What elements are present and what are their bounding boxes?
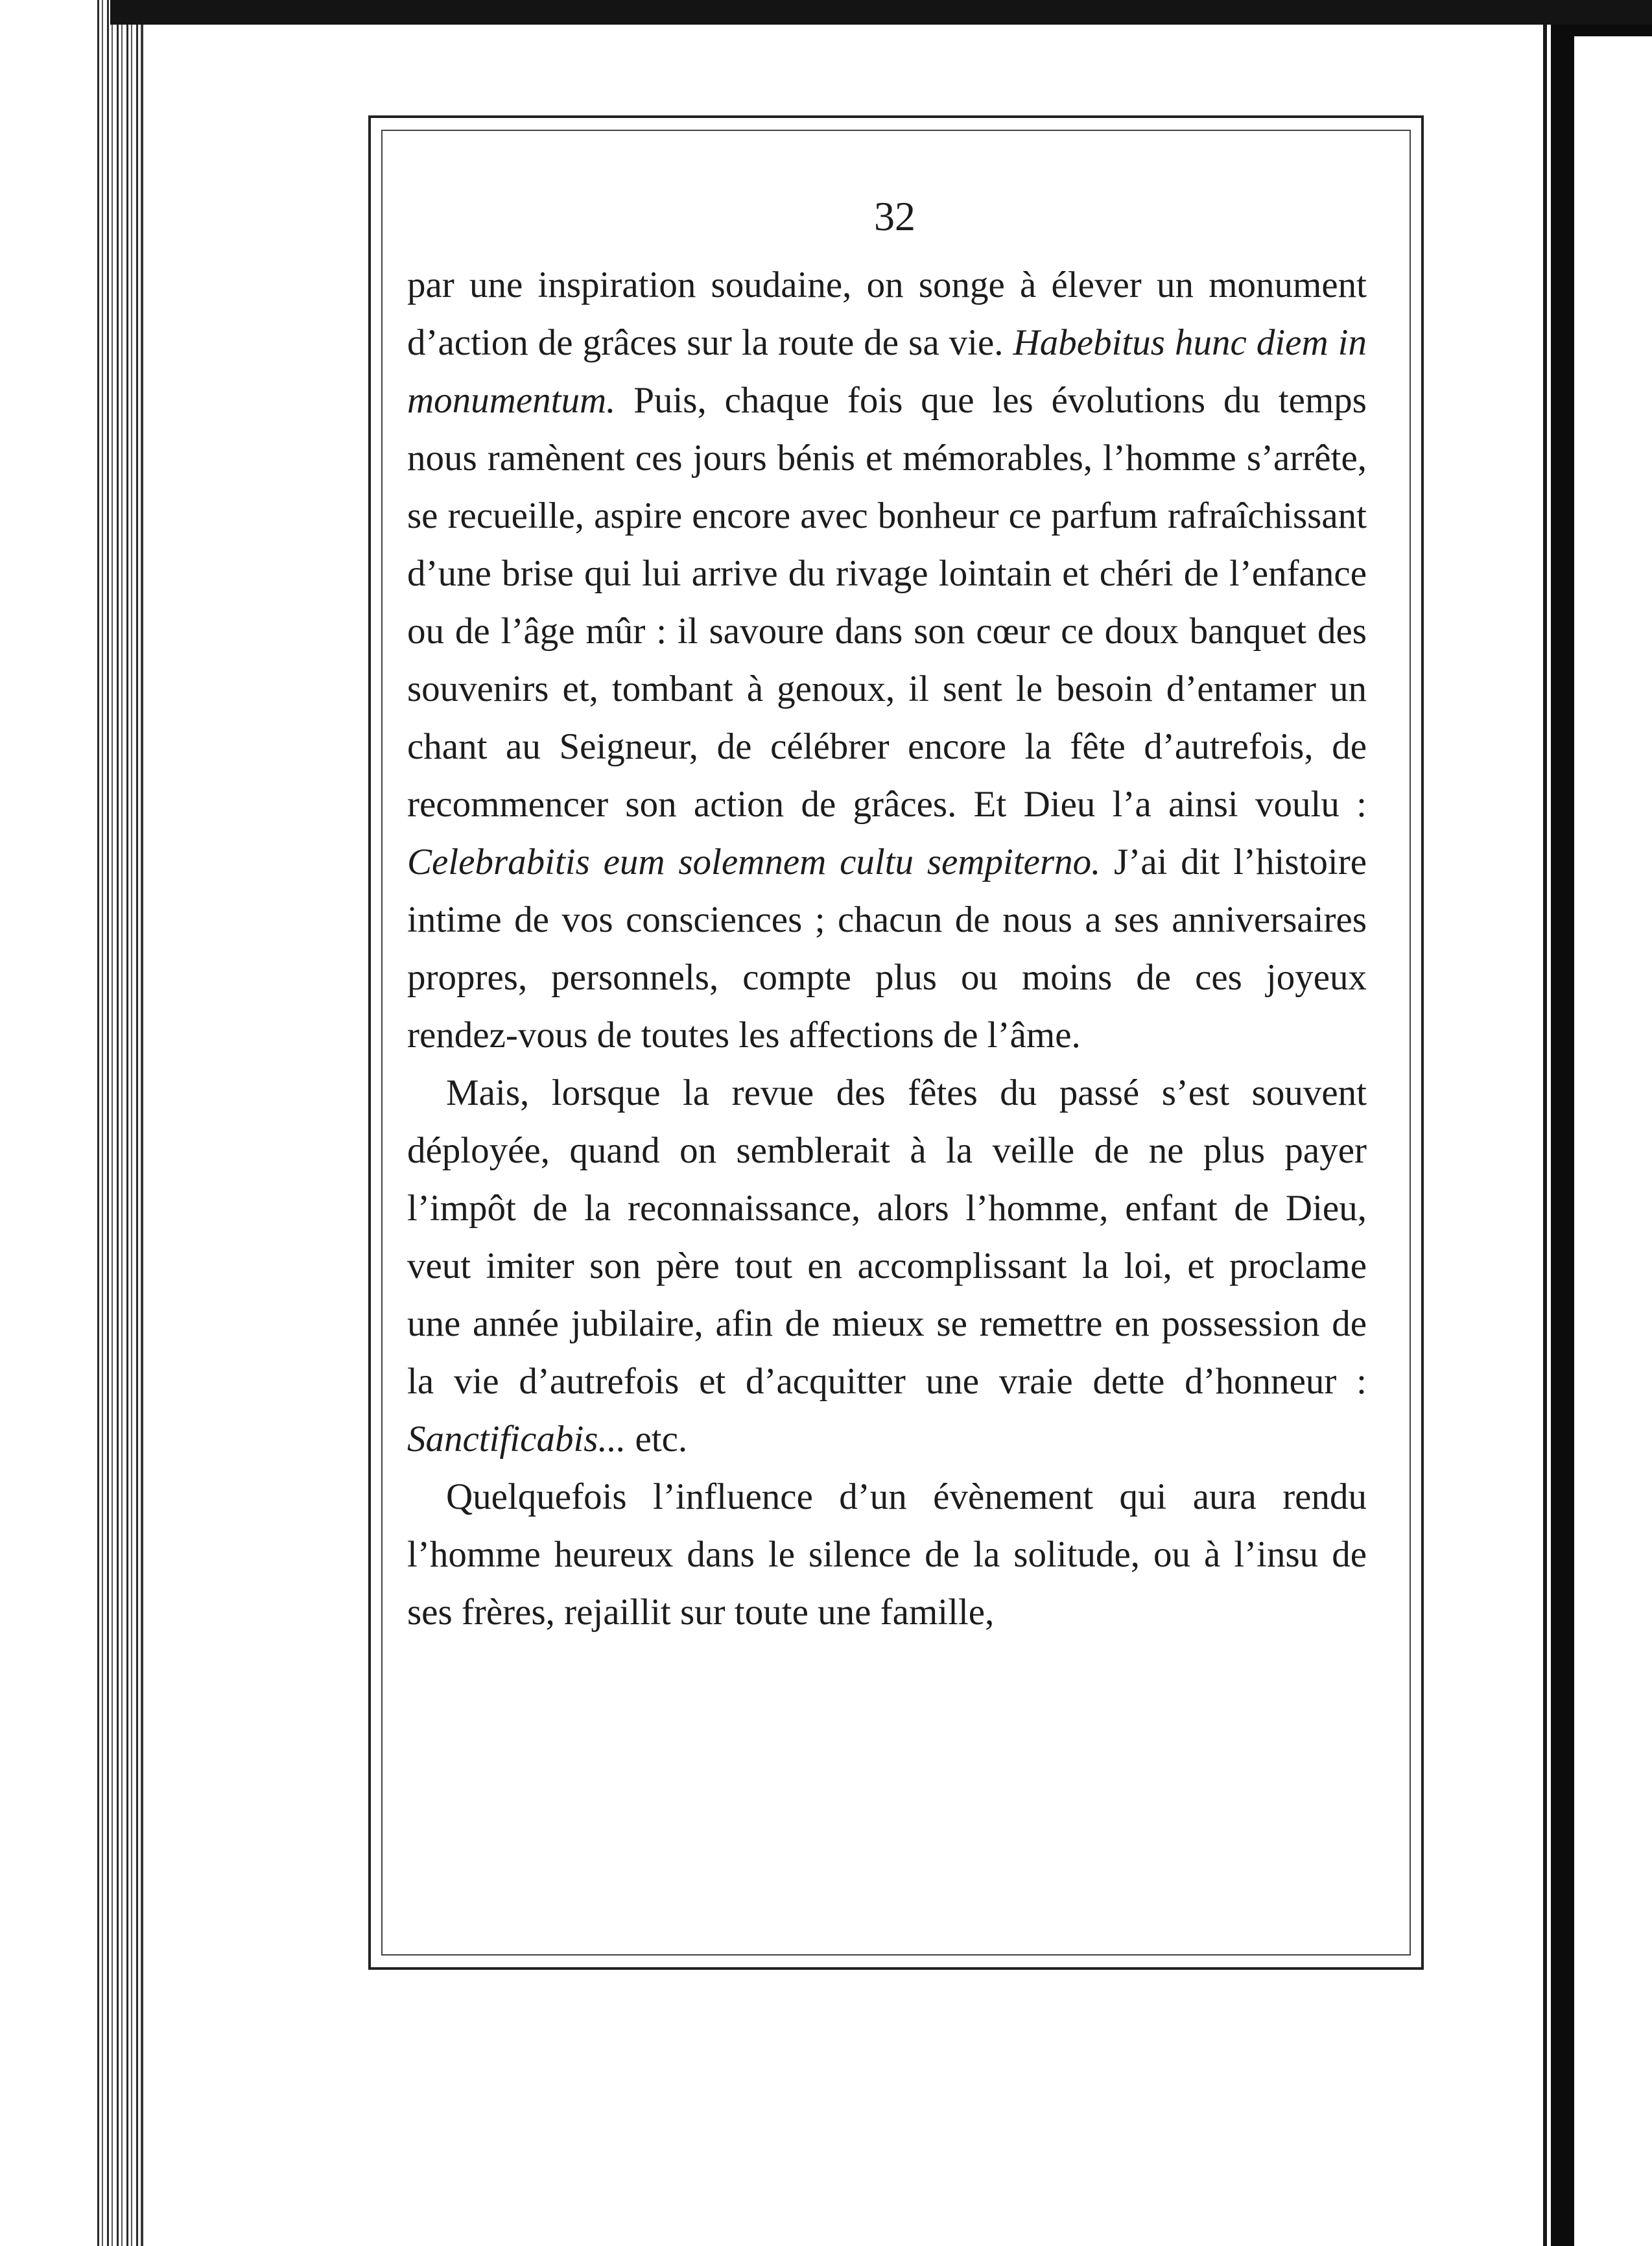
book-binding-edge bbox=[97, 0, 141, 2246]
paragraph-3 bbox=[407, 1468, 1367, 1641]
scan-margin-left bbox=[0, 0, 97, 2246]
body-text bbox=[407, 256, 1367, 1641]
latin-quote: Sanctificabis... bbox=[407, 1419, 626, 1460]
scan-border-top bbox=[110, 0, 1652, 25]
page-number: 32 bbox=[874, 193, 915, 239]
text-segment: J’ai dit l’histoire intime de vos consciences ; chacun de nous a ses anniversaires propres, personnels, compte plus ou moins de ces joyeux rendez-vous de toutes les affections de l’âme. bbox=[407, 842, 1367, 1056]
page-edge-right bbox=[1543, 25, 1547, 2246]
paragraph-2 bbox=[407, 1064, 1367, 1468]
text-segment: etc. bbox=[626, 1419, 688, 1460]
text-segment: par une inspiration soudaine, on songe à élever un monument d’action de grâces sur la route de sa vie. bbox=[407, 265, 1367, 363]
text-segment: Quelquefois l’influence d’un évènement qui aura rendu l’homme heureux dans le silence de la solitude, ou à l’insu de ses frères, rejaillit sur toute une famille, bbox=[407, 1476, 1367, 1633]
text-segment: Mais, lorsque la revue des fêtes du passé s’est souvent déployée, quand on semblerait à la veille de ne plus payer l’impôt de la reconnaissance, alors l’homme, enfant de Dieu, veut imiter son père tout en accomplissant la loi, et proclame une année jubilaire, afin de mieux se remettre en possession de la vie d’autrefois et d’acquitter une vraie dette d’honneur : bbox=[407, 1072, 1367, 1402]
page-edge-line bbox=[141, 25, 143, 2246]
paragraph-1 bbox=[407, 256, 1367, 1064]
latin-quote: Celebrabitis eum solemnem cultu sempiterno. bbox=[407, 842, 1101, 882]
latin-quote: Habebitus hunc diem in monumentum. bbox=[407, 322, 1367, 421]
text-segment: Puis, chaque fois que les évolutions du temps nous ramènent ces jours bénis et mémorables, l’homme s’arrête, se recueille, aspire encore avec bonheur ce parfum rafraîchissant d’une brise qui lui arrive du rivage lointain et chéri de l’enfance ou de l’âge mûr : il savoure dans son cœur ce doux banquet des souvenirs et, tombant à genoux, il sent le besoin d’entamer un chant au Seigneur, de célébrer encore la fête d’autrefois, de recommencer son action de grâces. Et Dieu l’a ainsi voulu : bbox=[407, 380, 1367, 825]
adjacent-page-sliver bbox=[1574, 36, 1652, 2246]
